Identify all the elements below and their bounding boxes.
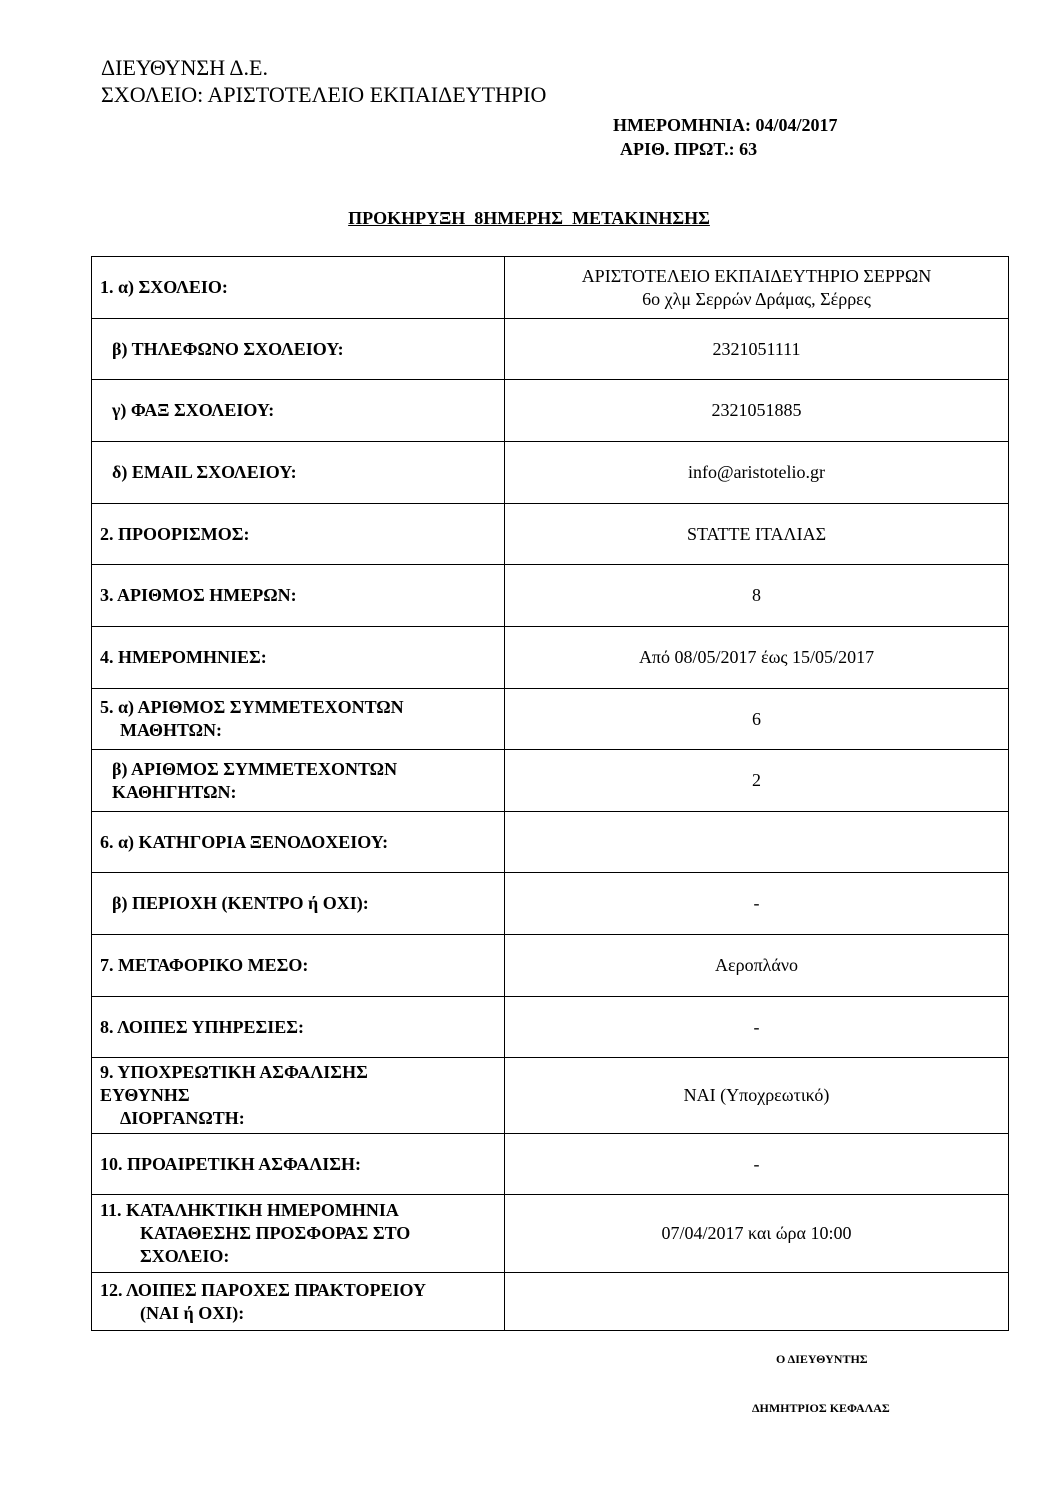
row-value (505, 997, 1009, 1058)
row-label (92, 565, 505, 627)
row-value (505, 689, 1009, 750)
label-line: ΜΑΘΗΤΩΝ: (120, 720, 223, 740)
table-row (92, 689, 1009, 750)
table-row (92, 997, 1009, 1058)
label-line: 10. ΠΡΟΑΙΡΕΤΙΚΗ ΑΣΦΑΛΙΣΗ: (100, 1153, 361, 1174)
table-row (92, 935, 1009, 997)
label-line: (ΝΑΙ ή ΟΧΙ): (140, 1302, 245, 1323)
value-line: 2 (752, 770, 761, 790)
value-line: 6ο χλμ Σερρών Δράμας, Σέρρες (642, 288, 871, 309)
label-line: 6. α) ΚΑΤΗΓΟΡΙΑ ΞΕΝΟΔΟΧΕΙΟΥ: (100, 831, 389, 852)
row-value (505, 442, 1009, 504)
label-line: ΕΥΘΥΝΗΣ (100, 1085, 190, 1105)
label-line: ΚΑΘΗΓΗΤΩΝ: (112, 781, 237, 802)
row-value (505, 750, 1009, 812)
table-row (92, 257, 1009, 319)
directorate-heading: ΔΙΕΥΘΥΝΣΗ Δ.Ε. (101, 55, 268, 80)
table-row (92, 1058, 1009, 1134)
value-line: Από 08/05/2017 έως 15/05/2017 (638, 647, 875, 667)
row-value (505, 380, 1009, 442)
trip-details-table (91, 256, 1009, 1331)
row-label (92, 1058, 505, 1134)
row-value (505, 935, 1009, 997)
value-line: - (753, 893, 760, 913)
row-value (505, 319, 1009, 380)
table-row (92, 627, 1009, 689)
table-row (92, 1273, 1009, 1331)
table-row (92, 1134, 1009, 1195)
school-heading: ΣΧΟΛΕΙΟ: ΑΡΙΣΤΟΤΕΛΕΙΟ ΕΚΠΑΙΔΕΥΤΗΡΙΟ (101, 82, 547, 107)
table-row (92, 442, 1009, 504)
table-row (92, 812, 1009, 873)
label-line: β) ΤΗΛΕΦΩΝΟ ΣΧΟΛΕΙΟΥ: (112, 338, 344, 359)
row-value (505, 627, 1009, 689)
label-line: 1. α) ΣΧΟΛΕΙΟ: (100, 277, 228, 297)
row-value (505, 565, 1009, 627)
row-value (505, 1058, 1009, 1134)
table-row (92, 1195, 1009, 1273)
row-label (92, 257, 505, 319)
label-line: ΔΙΟΡΓΑΝΩΤΗ: (120, 1108, 245, 1128)
signature-name: ΔΗΜΗΤΡΙΟΣ ΚΕΦΑΛΑΣ (752, 1401, 890, 1415)
label-line: 11. ΚΑΤΑΛΗΚΤΙΚΗ ΗΜΕΡΟΜΗΝΙΑ (100, 1200, 399, 1220)
signature-title: Ο ΔΙΕΥΘΥΝΤΗΣ (776, 1352, 868, 1366)
label-line: 9. ΥΠΟΧΡΕΩΤΙΚΗ ΑΣΦΑΛΙΣΗΣ (100, 1062, 368, 1082)
row-value (505, 1273, 1009, 1331)
value-line: 2321051111 (712, 338, 801, 359)
document-date: ΗΜΕΡΟΜΗΝΙΑ: 04/04/2017 (613, 115, 838, 135)
value-line: 2321051885 (711, 400, 802, 420)
label-line: 2. ΠΡΟΟΡΙΣΜΟΣ: (100, 523, 250, 544)
row-label (92, 1134, 505, 1195)
row-label (92, 1273, 505, 1331)
value-line: ΑΡΙΣΤΟΤΕΛΕΙΟ ΕΚΠΑΙΔΕΥΤΗΡΙΟ ΣΕΡΡΩΝ (581, 265, 932, 286)
table-row (92, 319, 1009, 380)
value-line: - (753, 1016, 760, 1037)
label-line: ΣΧΟΛΕΙΟ: (140, 1246, 230, 1266)
row-label (92, 627, 505, 689)
table-row (92, 873, 1009, 935)
label-line: 4. ΗΜΕΡΟΜΗΝΙΕΣ: (100, 647, 267, 667)
value-line: Αεροπλάνο (715, 955, 798, 975)
row-label (92, 689, 505, 750)
row-label (92, 380, 505, 442)
value-line: STATTE ΙΤΑΛΙΑΣ (686, 523, 827, 544)
row-label (92, 935, 505, 997)
row-label (92, 442, 505, 504)
label-line: δ) EMAIL ΣΧΟΛΕΙΟΥ: (112, 462, 297, 482)
protocol-number: ΑΡΙΘ. ΠΡΩΤ.: 63 (620, 139, 758, 159)
value-line: - (753, 1153, 760, 1174)
label-line: 8. ΛΟΙΠΕΣ ΥΠΗΡΕΣΙΕΣ: (100, 1016, 305, 1037)
value-line: ΝΑΙ (Υποχρεωτικό) (683, 1085, 830, 1105)
row-value (505, 873, 1009, 935)
table-row (92, 504, 1009, 565)
row-label (92, 750, 505, 812)
value-line: 6 (752, 708, 761, 729)
label-line: γ) ΦΑΞ ΣΧΟΛΕΙΟΥ: (112, 400, 275, 420)
row-label (92, 319, 505, 380)
value-line: 8 (752, 585, 761, 605)
value-line: 07/04/2017 και ώρα 10:00 (661, 1223, 852, 1243)
value-line: info@aristotelio.gr (687, 462, 826, 482)
row-value (505, 257, 1009, 319)
label-line: 3. ΑΡΙΘΜΟΣ ΗΜΕΡΩΝ: (100, 585, 297, 605)
row-value (505, 1195, 1009, 1273)
label-line: β) ΑΡΙΘΜΟΣ ΣΥΜΜΕΤΕΧΟΝΤΩΝ (112, 758, 398, 779)
label-line: 7. ΜΕΤΑΦΟΡΙΚΟ ΜΕΣΟ: (100, 955, 309, 975)
table-row (92, 750, 1009, 812)
row-label (92, 997, 505, 1058)
row-value (505, 504, 1009, 565)
table-row (92, 565, 1009, 627)
label-line: 12. ΛΟΙΠΕΣ ΠΑΡΟΧΕΣ ΠΡΑΚΤΟΡΕΙΟΥ (100, 1279, 426, 1300)
label-line: 5. α) ΑΡΙΘΜΟΣ ΣΥΜΜΕΤΕΧΟΝΤΩΝ (100, 697, 404, 717)
label-line: ΚΑΤΑΘΕΣΗΣ ΠΡΟΣΦΟΡΑΣ ΣΤΟ (140, 1223, 411, 1243)
row-label (92, 873, 505, 935)
table-row (92, 380, 1009, 442)
row-label (92, 1195, 505, 1273)
document-title: ΠΡΟΚΗΡΥΞΗ 8ΗΜΕΡΗΣ ΜΕΤΑΚΙΝΗΣΗΣ (348, 208, 710, 228)
row-value (505, 1134, 1009, 1195)
row-value (505, 812, 1009, 873)
label-line: β) ΠΕΡΙΟΧΗ (ΚΕΝΤΡΟ ή ΟΧΙ): (112, 893, 369, 913)
row-label (92, 812, 505, 873)
row-label (92, 504, 505, 565)
